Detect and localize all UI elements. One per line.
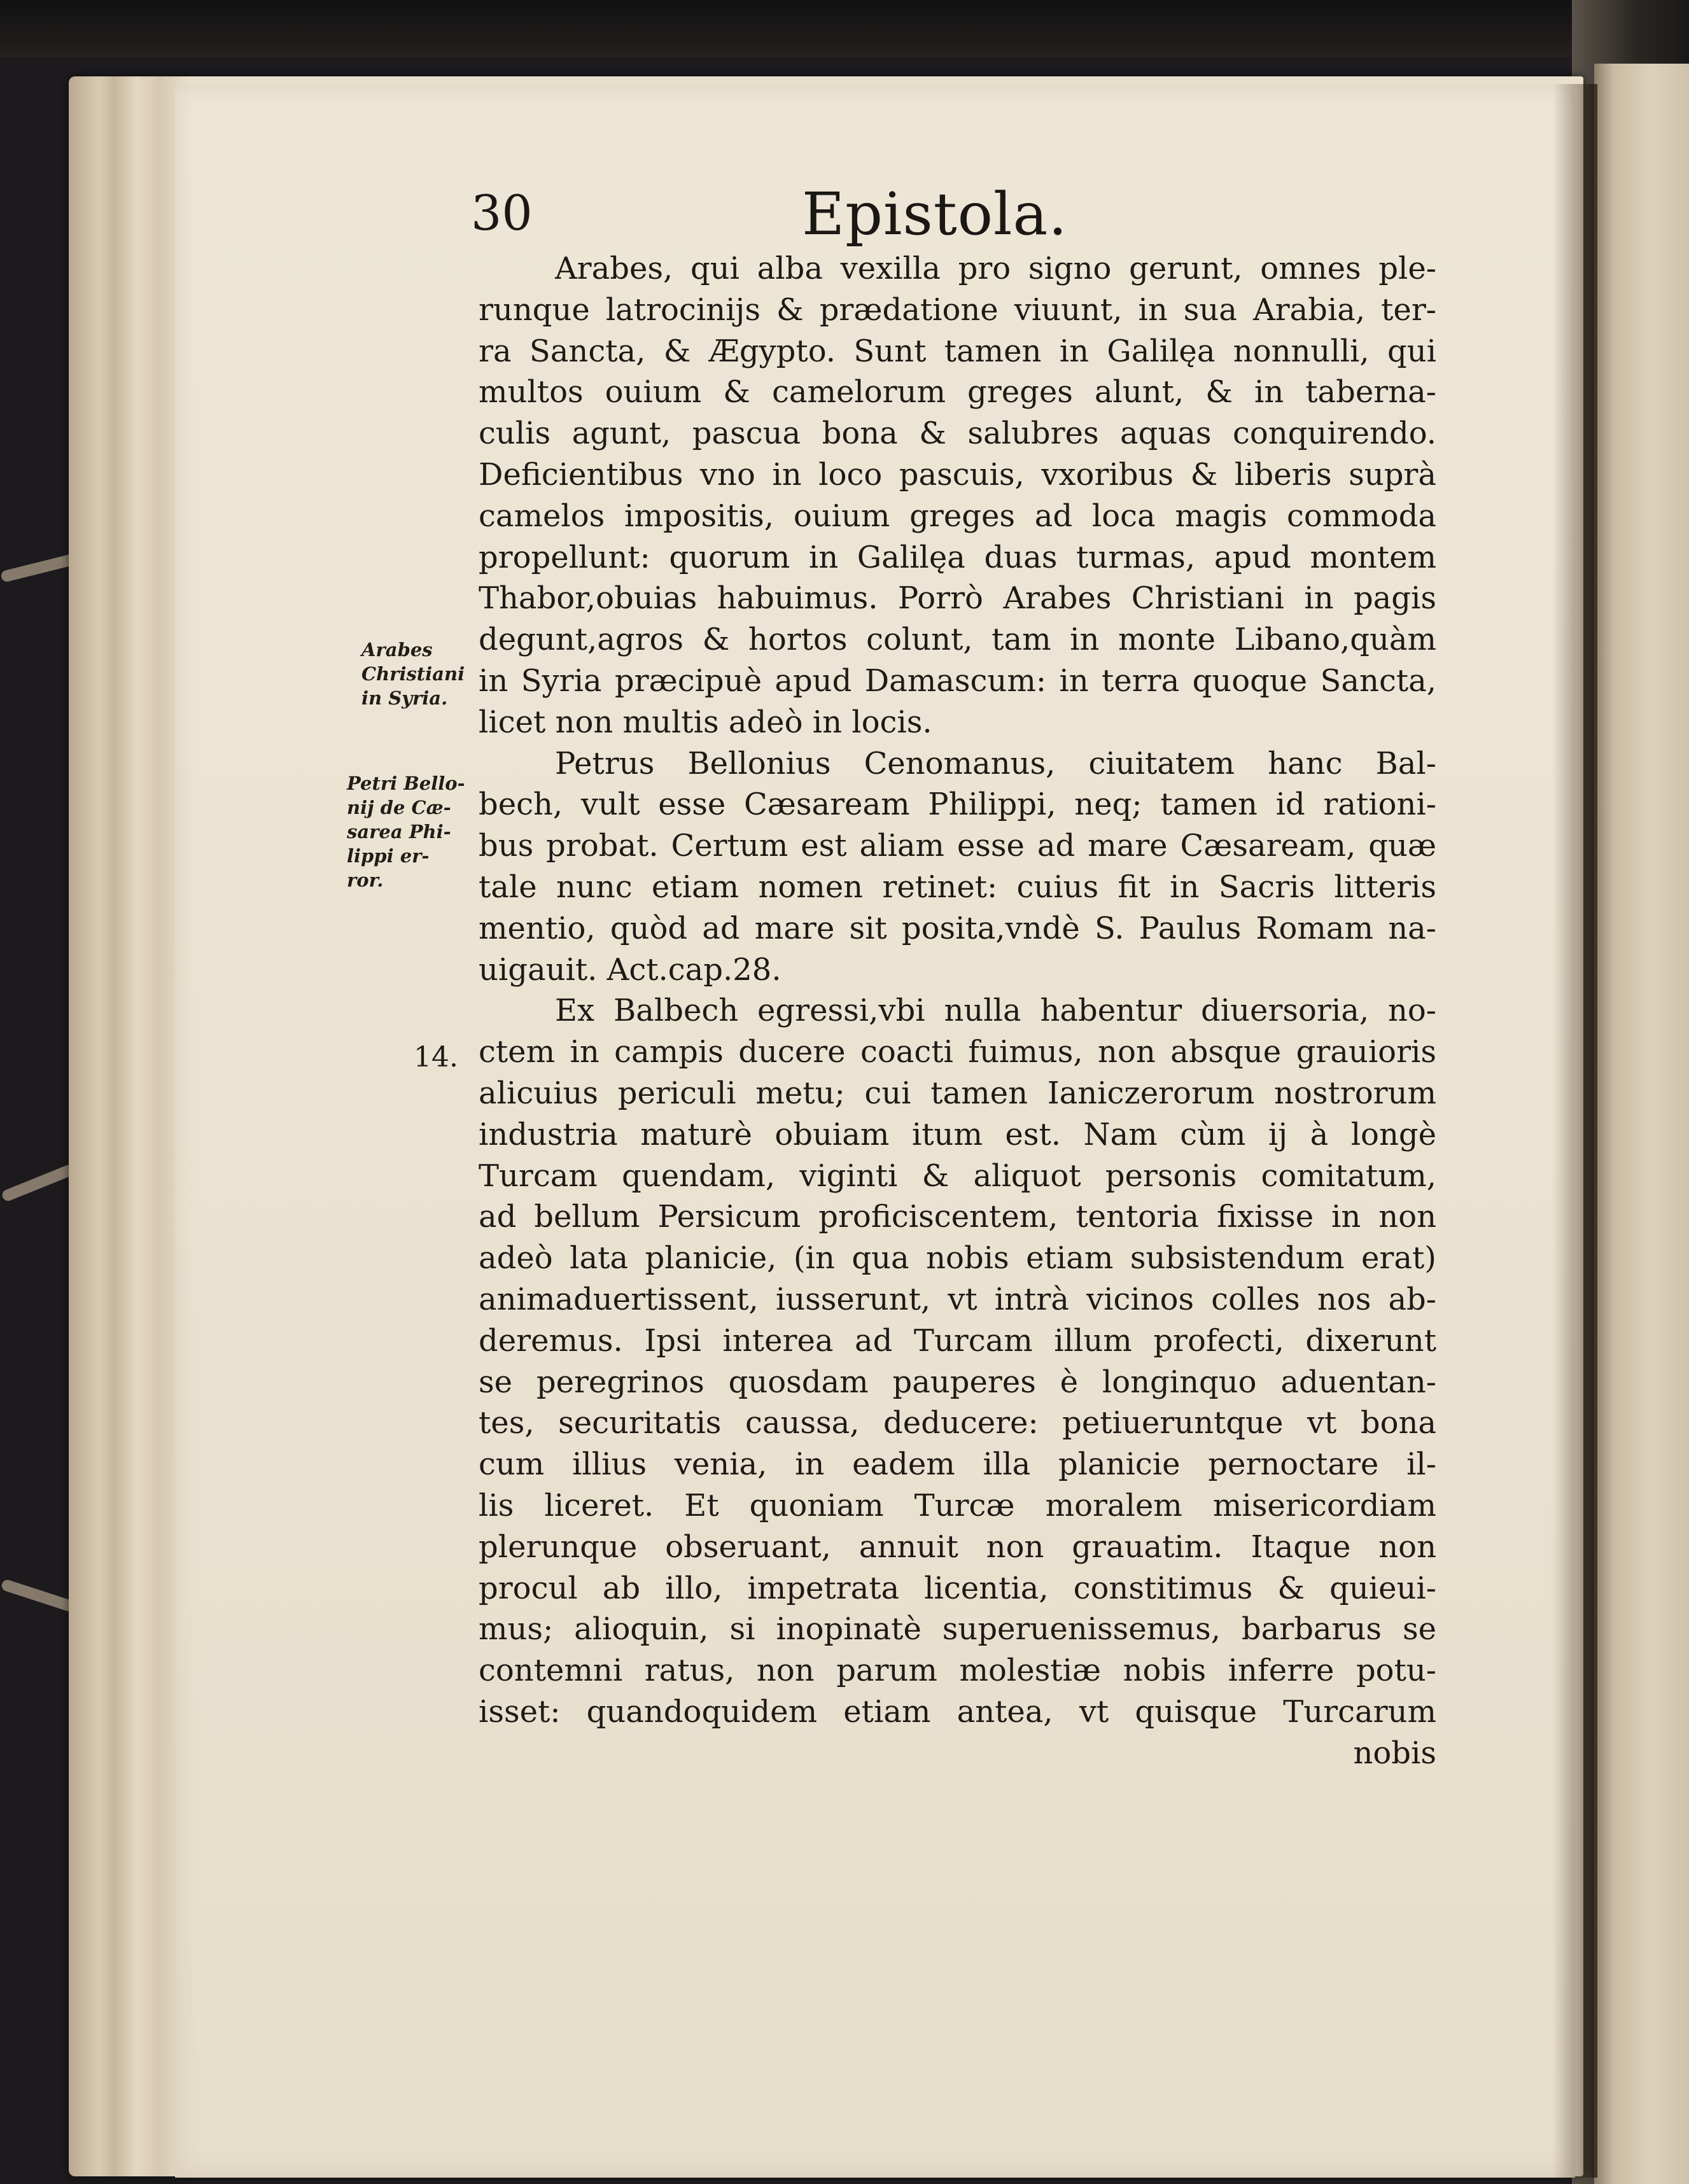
text-line: procul ab illo, impetrata licentia, constitimus & quieui- bbox=[479, 1570, 1436, 1606]
text-line: Arabes, qui alba vexilla pro signo gerunt, omnes ple- bbox=[555, 251, 1436, 286]
text-line: culis agunt, pascua bona & salubres aquas conquirendo. bbox=[479, 416, 1436, 452]
margin-note-line: Petri Bello- bbox=[347, 773, 465, 794]
text-line: plerunque obseruant, annuit non grauatim. Itaque non bbox=[479, 1529, 1436, 1565]
margin-note-bellonij-error bbox=[347, 771, 474, 892]
section-number: 14. bbox=[414, 1041, 458, 1074]
facing-page-edge bbox=[1594, 64, 1689, 2184]
text-line: tes, securitatis caussa, deducere: petiueruntque vt bona bbox=[479, 1405, 1436, 1441]
margin-note-line: ror. bbox=[347, 869, 384, 891]
text-line: runque latrocinijs & prædatione viuunt, in sua Arabia, ter- bbox=[479, 291, 1436, 328]
catchword: nobis bbox=[1353, 1735, 1436, 1771]
text-line: industria maturè obuiam itum est. Nam cùm ij à longè bbox=[479, 1116, 1436, 1152]
text-line: ra Sancta, & Ægypto. Sunt tamen in Galilęa nonnulli, qui bbox=[479, 333, 1436, 369]
text-line: Thabor,obuias habuimus. Porrò Arabes Christiani in pagis bbox=[479, 580, 1436, 617]
text-line: alicuius periculi metu; cui tamen Ianiczerorum nostrorum bbox=[479, 1075, 1436, 1111]
page-header bbox=[471, 180, 1330, 255]
text-line: Ex Balbech egressi,vbi nulla habentur diuersoria, no- bbox=[555, 993, 1436, 1029]
page-number: 30 bbox=[471, 185, 533, 241]
margin-note-line: in Syria. bbox=[361, 687, 448, 709]
backdrop-top bbox=[0, 0, 1689, 57]
margin-note-line: sarea Phi- bbox=[347, 821, 451, 843]
text-line: mus; alioquin, si inopinatè superuenissemus, barbarus se bbox=[479, 1611, 1436, 1648]
margin-note-arabes-christiani bbox=[361, 638, 489, 710]
text-line: Turcam quendam, viginti & aliquot personis comitatum, bbox=[479, 1158, 1436, 1194]
bookmark-ribbon bbox=[1, 1163, 76, 1203]
text-line: uigauit. Act.cap.28. bbox=[479, 951, 781, 988]
text-line: adeò lata planicie, (in qua nobis etiam subsistendum erat) bbox=[479, 1240, 1436, 1277]
text-line: bech, vult esse Cæsaream Philippi, neq; tamen id rationi- bbox=[479, 787, 1436, 823]
text-line: camelos impositis, ouium greges ad loca magis commoda bbox=[479, 498, 1436, 534]
text-line: multos ouium & camelorum greges alunt, & in taberna- bbox=[479, 374, 1436, 410]
text-line: in Syria præcipuè apud Damascum: in terra quoque Sancta, bbox=[479, 662, 1436, 699]
text-line: lis liceret. Et quoniam Turcæ moralem misericordiam bbox=[479, 1487, 1436, 1523]
text-line: cum illius venia, in eadem illa planicie pernoctare il- bbox=[479, 1446, 1436, 1483]
text-line: deremus. Ipsi interea ad Turcam illum profecti, dixerunt bbox=[479, 1322, 1436, 1359]
text-line: Deficientibus vno in loco pascuis, vxoribus & liberis suprà bbox=[479, 456, 1436, 493]
text-line: mentio, quòd ad mare sit posita,vndè S. Paulus Romam na- bbox=[479, 910, 1436, 946]
text-line: isset: quandoquidem etiam antea, vt quisque Turcarum bbox=[479, 1693, 1436, 1730]
text-line: contemni ratus, non parum molestiæ nobis inferre potu- bbox=[479, 1653, 1436, 1689]
page-gutter bbox=[1553, 84, 1597, 2178]
margin-note-line: Christiani bbox=[361, 663, 465, 685]
text-line: animaduertissent, iusserunt, vt intrà vicinos colles nos ab- bbox=[479, 1281, 1436, 1317]
text-line: propellunt: quorum in Galilęa duas turmas, apud montem bbox=[479, 539, 1436, 575]
text-line: Petrus Bellonius Cenomanus, ciuitatem hanc Bal- bbox=[555, 745, 1436, 781]
text-line: ctem in campis ducere coacti fuimus, non absque grauioris bbox=[479, 1034, 1436, 1070]
margin-note-line: nij de Cæ- bbox=[347, 797, 451, 818]
text-line: tale nunc etiam nomen retinet: cuius fit in Sacris litteris bbox=[479, 869, 1436, 905]
text-line: se peregrinos quosdam pauperes è longinquo aduentan- bbox=[479, 1364, 1436, 1400]
margin-note-line: lippi er- bbox=[347, 845, 430, 867]
body-text bbox=[479, 248, 1436, 1774]
margin-note-line: Arabes bbox=[361, 639, 433, 661]
running-title: Epistola. bbox=[802, 180, 1068, 248]
text-line: degunt,agros & hortos colunt, tam in monte Libano,quàm bbox=[479, 622, 1436, 658]
text-line: bus probat. Certum est aliam esse ad mare Cæsaream, quæ bbox=[479, 828, 1436, 864]
text-line: ad bellum Persicum proficiscentem, tentoria fixisse in non bbox=[479, 1199, 1436, 1235]
text-line: licet non multis adeò in locis. bbox=[479, 704, 932, 740]
